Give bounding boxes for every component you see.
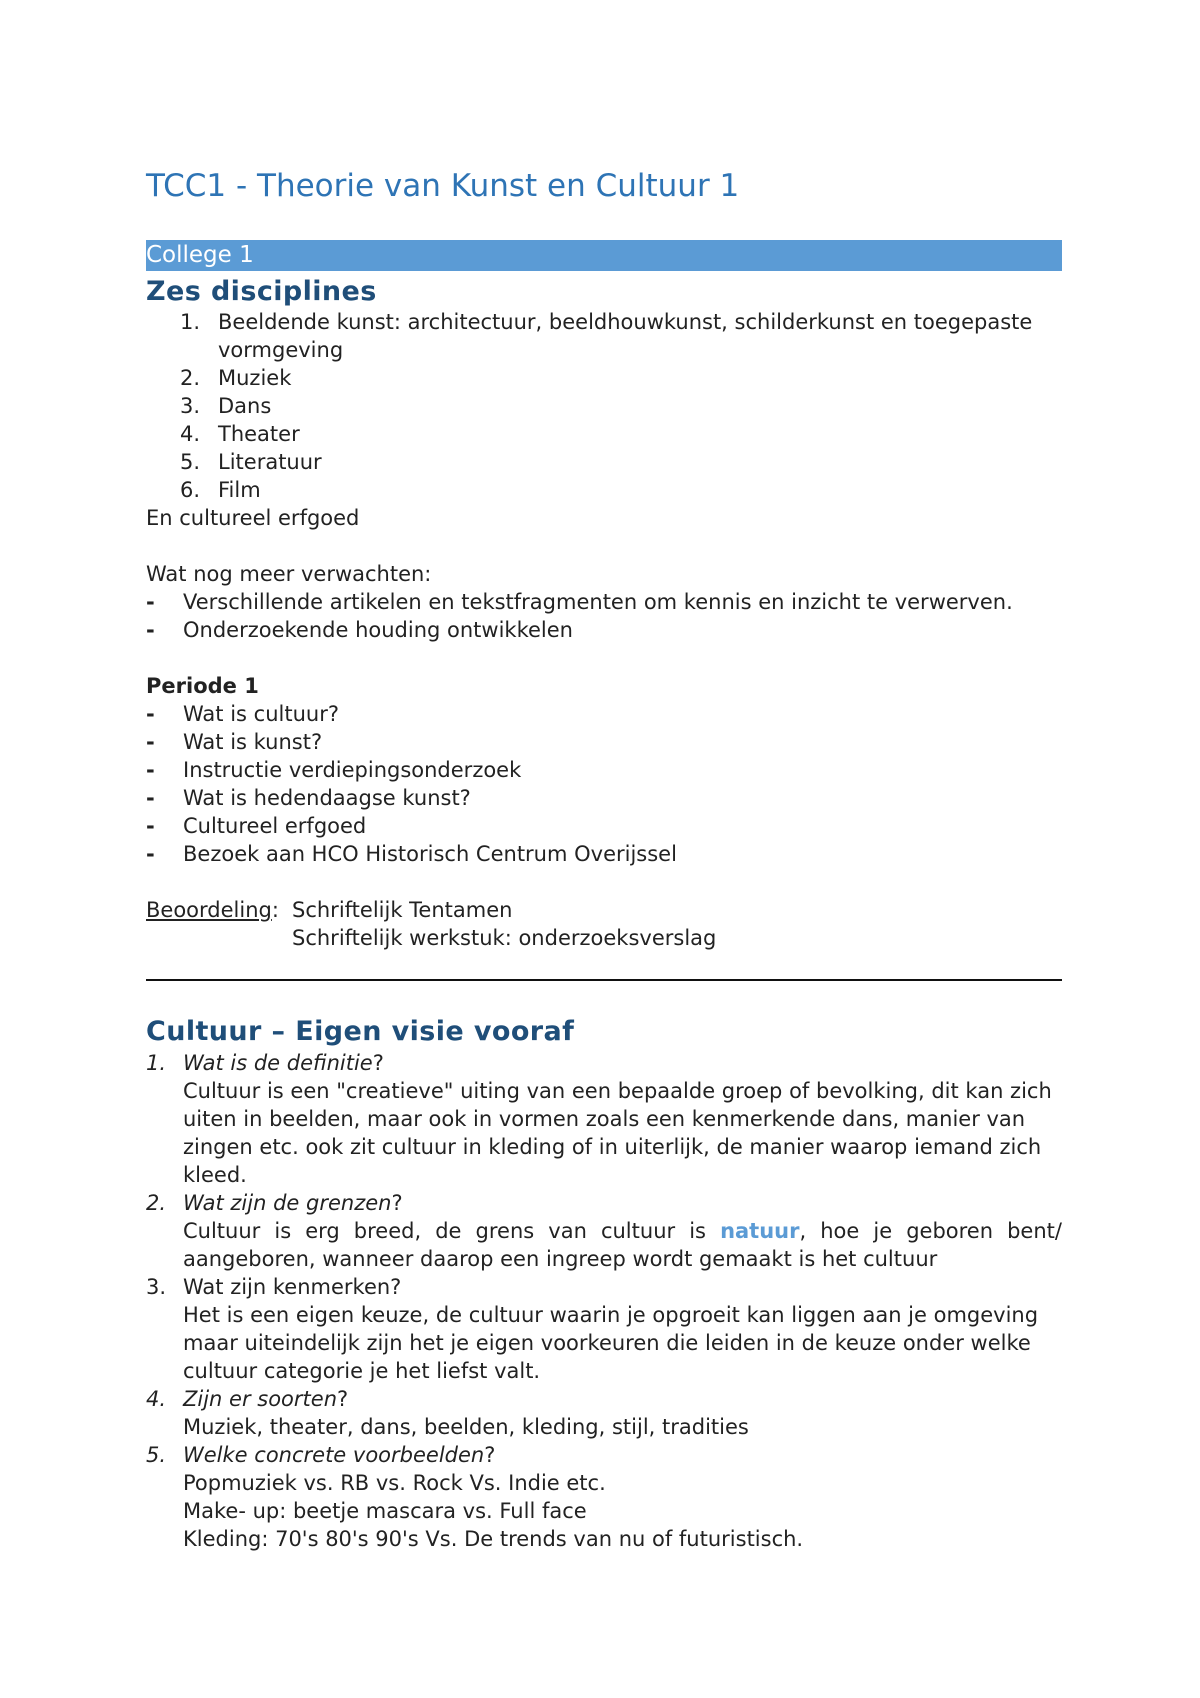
bullet-dash: - [146,758,155,782]
bullet-item: Wat is kunst? [183,730,323,754]
bullet-dash: - [146,842,155,866]
assessment-row [146,896,279,924]
answer-line: maar uiteindelijk zijn het je eigen voorkeuren die leiden in de keuze onder welke [183,1331,1031,1355]
answer-text: Cultuur is erg breed, de grens van cultuur is [183,1219,706,1243]
list-item: Literatuur [218,450,322,474]
period-label: Periode 1 [146,674,259,698]
bullet-item: Wat is hedendaagse kunst? [183,786,471,810]
question-text: Wat zijn kenmerken? [183,1275,402,1299]
question-mark: ? [372,1051,384,1075]
answer-line: aangeboren, wanneer daarop een ingreep wordt gemaakt is het cultuur [183,1247,938,1271]
paragraph-erfgoed: En cultureel erfgoed [146,506,360,530]
answer-line: Het is een eigen keuze, de cultuur waarin je opgroeit kan liggen aan je omgeving [183,1303,1039,1327]
question-text: Wat zijn de grenzen [183,1191,392,1215]
assessment-label: Beoordeling [146,898,272,922]
list-number: 2. [180,366,201,390]
assessment-value: Schriftelijk Tentamen [292,898,513,922]
horizontal-rule [146,979,1062,981]
answer-line: Cultuur is een "creatieve" uiting van een bepaalde groep of bevolking, dit kan zich [183,1079,1052,1103]
bullet-dash: - [146,702,155,726]
list-number: 4. [180,422,201,446]
bullet-dash: - [146,814,155,838]
section-heading-disciplines: Zes disciplines [146,276,377,307]
bullet-item: Cultureel erfgoed [183,814,367,838]
question-number: 5. [146,1443,167,1467]
section-heading-cultuur: Cultuur – Eigen visie vooraf [146,1016,575,1047]
bullet-dash: - [146,618,155,642]
assessment-value: Schriftelijk werkstuk: onderzoeksverslag [292,926,717,950]
question-number: 4. [146,1387,167,1411]
list-number: 5. [180,450,201,474]
question-number: 3. [146,1275,167,1299]
bullet-item: Onderzoekende houding ontwikkelen [183,618,573,642]
answer-line: Make- up: beetje mascara vs. Full face [183,1499,587,1523]
question [183,1189,403,1217]
question-number: 1. [146,1051,167,1075]
list-number: 3. [180,394,201,418]
answer-line: Muziek, theater, dans, beelden, kleding, stijl, tradities [183,1415,749,1439]
list-item: Beeldende kunst: architectuur, beeldhouwkunst, schilderkunst en toegepaste [218,310,1033,334]
answer-line: uiten in beelden, maar ook in vormen zoals een kenmerkende dans, manier van [183,1107,1026,1131]
list-item: Dans [218,394,272,418]
question [183,1049,384,1077]
question-text: Welke concrete voorbeelden [183,1443,485,1467]
document-title: TCC1 - Theorie van Kunst en Cultuur 1 [146,168,740,204]
question-text: Wat is de definitie [183,1051,373,1075]
assessment-colon: : [271,898,279,922]
bullet-dash: - [146,730,155,754]
list-number: 1. [180,310,201,334]
list-item: Muziek [218,366,292,390]
answer-line: Kleding: 70's 80's 90's Vs. De trends van nu of futuristisch. [183,1527,804,1551]
question-mark: ? [484,1443,496,1467]
list-item: Film [218,478,261,502]
list-item-continuation: vormgeving [218,338,344,362]
answer-line [183,1217,1062,1245]
question [183,1385,348,1413]
list-item: Theater [218,422,300,446]
expect-label: Wat nog meer verwachten: [146,562,432,586]
bullet-item: Instructie verdiepingsonderzoek [183,758,522,782]
question-mark: ? [337,1387,349,1411]
answer-line: cultuur categorie je het liefst valt. [183,1359,541,1383]
bullet-item: Bezoek aan HCO Historisch Centrum Overijssel [183,842,677,866]
bullet-item: Verschillende artikelen en tekstfragmenten om kennis en inzicht te verwerven. [183,590,1013,614]
answer-line: kleed. [183,1163,247,1187]
answer-line: zingen etc. ook zit cultuur in kleding of in uiterlijk, de manier waarop iemand zich [183,1135,1042,1159]
question-mark: ? [391,1191,403,1215]
list-number: 6. [180,478,201,502]
answer-text: , hoe je geboren bent/ [799,1219,1062,1243]
question-number: 2. [146,1191,167,1215]
bullet-dash: - [146,590,155,614]
question [183,1441,495,1469]
answer-line: Popmuziek vs. RB vs. Rock Vs. Indie etc. [183,1471,606,1495]
bullet-item: Wat is cultuur? [183,702,339,726]
question-text: Zijn er soorten [183,1387,338,1411]
college-band: College 1 [146,240,1062,271]
bullet-dash: - [146,786,155,810]
highlighted-term: natuur [720,1219,800,1243]
